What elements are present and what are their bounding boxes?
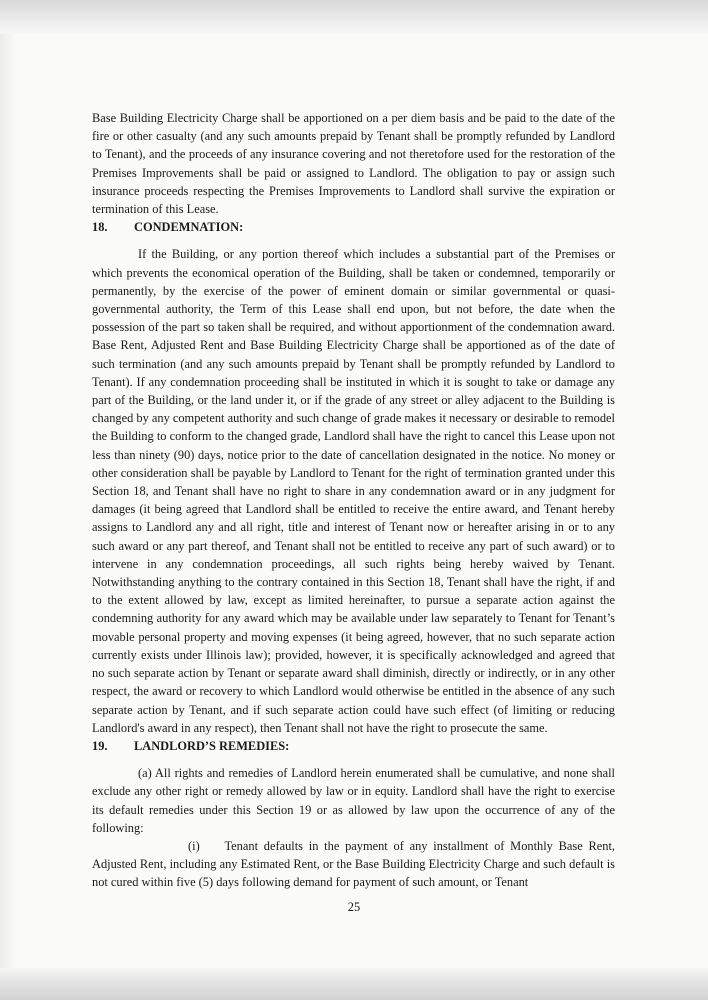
scan-shadow-left <box>0 34 16 968</box>
section-18-title: CONDEMNATION: <box>134 220 244 235</box>
intro-paragraph: Base Building Electricity Charge shall be apportioned on a per diem basis and be paid to the date of the fire or other casualty (and any such amounts prepaid by Tenant shall be promptly refunded by Landlord to Tenant), and the proceeds of any insurance covering and not theretofore used for the restoration of the Premises Improvements shall be paid or assigned to Landlord. The obligation to pay or assign such insurance proceeds respecting the Premises Improvements to Landlord shall survive the expiration or termination of this Lease. <box>92 111 615 217</box>
page-number: 25 <box>347 900 361 914</box>
section-19-number: 19. <box>92 738 108 753</box>
section-18-paragraph: If the Building, or any portion thereof which includes a substantial part of the Premises or which prevents the economical operation of the Building, shall be taken or condemned, temporarily or permanently, by the exercise of the power of eminent domain or similar governmental or quasi-governmental authority, the Term of this Lease shall end upon, but not before, the date when the possession of the part so taken shall be required, and without apportionment of the condemnation award. Base Rent, Adjusted Rent and Base Building Electricity Charge shall be apportioned as of the date of such termination (and any such amounts prepaid by Tenant shall be promptly refunded by Landlord to Tenant). If any condemnation proceeding shall be instituted in which it is sought to take or damage any part of the Building, or the land under it, or if the grade of any street or alley adjacent to the Building is changed by any competent authority and such change of grade makes it necessary or desirable to remodel the Building to conform to the changed grade, Landlord shall have the right to cancel this Lease upon not less than ninety (90) days, notice prior to the date of cancellation designated in the notice. No money or other consideration shall be payable by Landlord to Tenant for the right of termination granted under this Section 18, and Tenant shall have no right to share in any condemnation award or in any judgment for damages (it being agreed that Landlord shall be entitled to receive the entire award, and Tenant hereby assigns to Landlord any and all right, title and interest of Tenant now or hereafter arising in or to any such award or any part thereof, and Tenant shall not be entitled to receive any part of such award) or to intervene in any condemnation proceedings, all such rights being hereby waived by Tenant. Notwithstanding anything to the contrary contained in this Section 18, Tenant shall have the right, if and to the extent allowed by law, except as limited hereinafter, to pursue a separate action against the condemning authority for any award which may be available under law separately to Tenant for Tenant’s movable personal property and moving expenses (it being agreed, however, that no such separate action currently exists under Illinois law); provided, however, it is specifically acknowledged and agreed that no such separate action by Tenant or separate award shall diminish, directly or indirectly, or in any other respect, the award or recovery to which Landlord would otherwise be entitled in the absence of any such separate action by Tenant, and if such separate action could have such effect (of limiting or reducing Landlord's award in any respect), then Tenant shall not have the right to prosecute the same. <box>92 247 615 735</box>
section-19-paragraph-i: (i) Tenant defaults in the payment of any installment of Monthly Base Rent, Adjusted Rent, including any Estimated Rent, or the Base Building Electricity Charge and such default is not cured within five (5) days following demand for payment of such amount, or Tenant <box>92 838 615 890</box>
section-19-paragraph-a: (a) All rights and remedies of Landlord herein enumerated shall be cumulative, and none shall exclude any other right or remedy allowed by law or in equity. Landlord shall have the right to exercise its default remedies under this Section 19 or as allowed by law upon the occurrence of any of the following: <box>92 766 615 835</box>
scan-shadow-top <box>0 0 708 34</box>
section-19-heading <box>92 737 615 755</box>
scan-shadow-bottom <box>0 968 708 1000</box>
section-19-title: LANDLORD’S REMEDIES: <box>134 738 290 753</box>
section-18-number: 18. <box>92 220 108 235</box>
section-18-heading <box>92 218 615 236</box>
page-body <box>92 109 615 892</box>
